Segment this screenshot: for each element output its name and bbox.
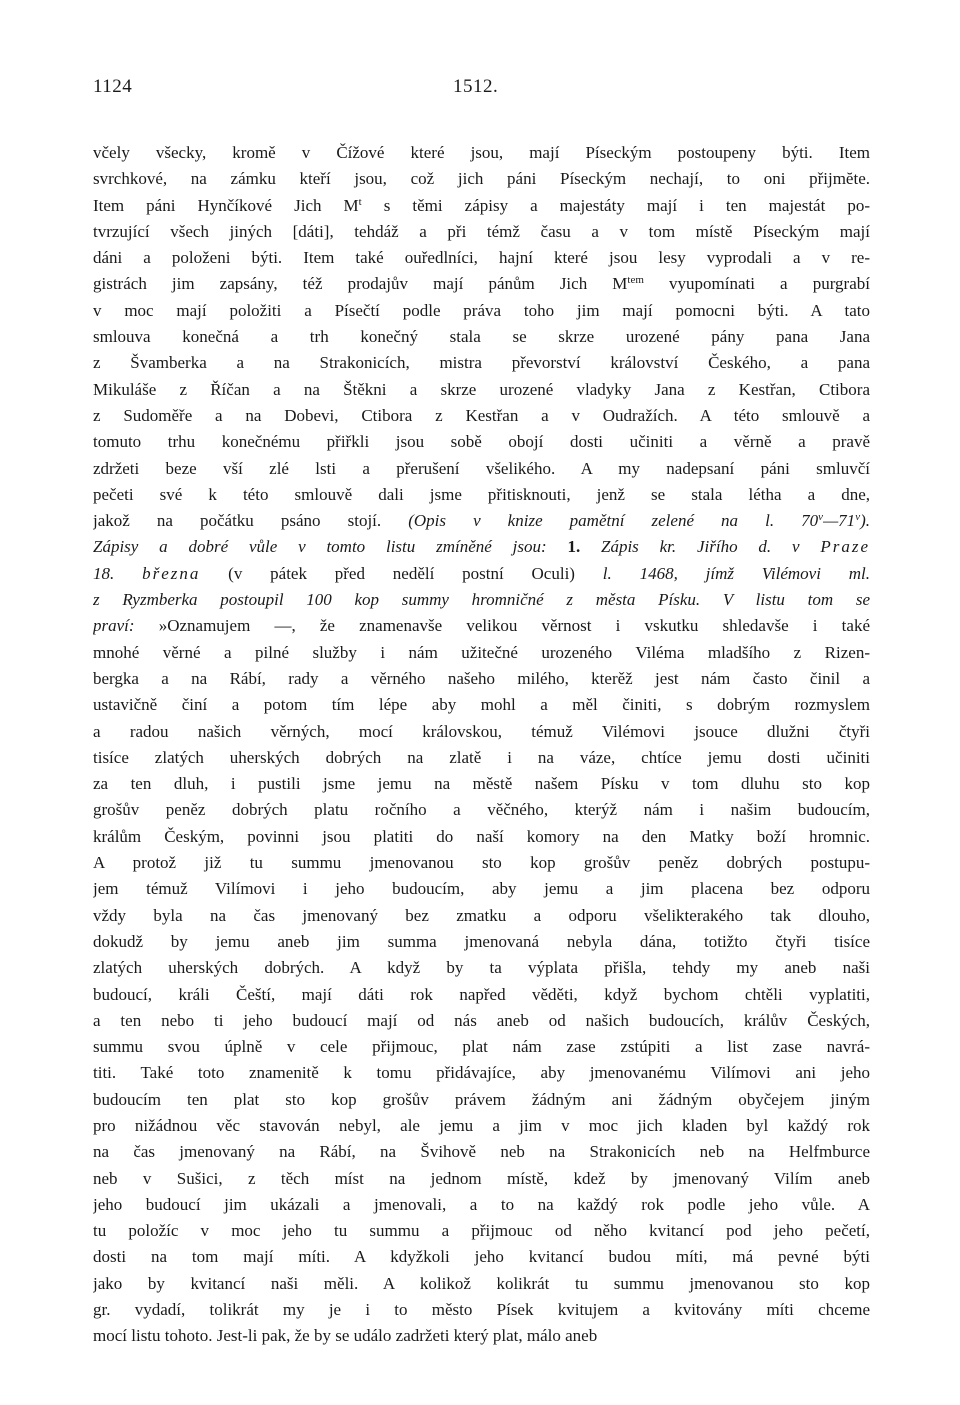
text-segment: března [142,563,201,583]
text-line [93,771,870,797]
text-segment: jako by kvitancí naši měli. A kolikož kolikrát tu summu jmenovanou sto kop [93,1273,870,1293]
text-line [93,666,870,692]
text-segment: titi. Také toto znamenitě k tomu přidávajíce, aby jmenovanému Vilímovi ani jeho [93,1063,870,1083]
superscript: v [855,511,861,524]
text-line [93,350,870,376]
text-line [93,876,870,902]
text-segment: s těmi zápisy a majestáty mají i ten majestát po- [361,195,870,215]
text-segment: zdržeti beze vší zlé lsti a přerušení všelikého. A my nadepsaní páni smluvčí [93,458,870,478]
text-segment: A protož již tu summu jmenovanou sto kop grošův peněz dobrých postupu- [93,853,870,873]
superscript: t [358,195,362,208]
text-line [93,271,870,297]
text-line [93,534,870,560]
text-line [93,613,870,639]
text-segment: budoucí, králi Čeští, mají dáti rok napřed věděti, když bychom chtěli vyplatiti, [93,984,870,1004]
text-line [93,1166,870,1192]
text-segment: gr. vydadí, tolikrát my je i to město Písek kvitujem a kvitovány míti chceme [93,1300,870,1320]
text-segment: (Opis v knize pamětní zelené na l. 70 [408,511,819,531]
text-segment: na čas jmenovaný na Rábí, na Švihově neb na Strakonicích neb na Helfmburce [93,1142,870,1162]
text-line [93,219,870,245]
text-segment: praví: [93,616,159,636]
text-line [93,903,870,929]
text-line [93,929,870,955]
text-line [93,640,870,666]
text-segment: l. 1468, jímž Vilémovi ml. [602,563,870,583]
text-segment: z Ryzmberka postoupil 100 kop summy hromničné z města Písku. V listu tom se [93,590,870,610]
text-segment: králům Českým, povinni jsou platiti do naší komory na den Matky boží hromnic. [93,826,870,846]
text-segment: z Sudoměře a na Dobevi, Ctibora z Kestřan a v Oudražích. A této smlouvě a [93,405,870,425]
text-line [93,193,870,219]
text-line [93,850,870,876]
text-line [93,982,870,1008]
text-segment: Mikuláše z Říčan a na Štěkni a skrze urozené vladyky Jana z Kestřan, Ctibora [93,379,870,399]
text-segment: dosti na tom mají míti. A kdyžkoli jeho kvitancí budou míti, má pevné býti [93,1247,870,1267]
text-line [93,1034,870,1060]
text-segment: 18. [93,563,143,583]
text-line [93,245,870,271]
text-line [93,1087,870,1113]
text-segment: v moc mají položiti a Písečtí podle práva toho jim mají pomocni býti. A tato [93,300,870,320]
text-line [93,403,870,429]
text-segment: smlouva konečná a trh konečný stala se skrze urozené pány pana Jana [93,327,870,347]
text-line [93,955,870,981]
text-line [93,561,870,587]
text-line [93,692,870,718]
superscript: tem [627,274,644,287]
text-line [93,429,870,455]
text-line [93,745,870,771]
text-segment: vyupomínati a purgrabí [643,274,870,294]
text-segment: (v pátek před nedělí postní Oculi) [200,563,603,583]
text-line [93,1008,870,1034]
text-segment: tu položíc v moc jeho tu summu a přijmouc od něho kvitancí pod jeho pečetí, [93,1221,870,1241]
text-line [93,824,870,850]
text-segment: vždy byla na čas jmenovaný bez zmatku a odporu všelikterakého tak dlouho, [93,905,870,925]
superscript: v [818,511,824,524]
running-head-year: 1512. [453,76,499,97]
text-line [93,1297,870,1323]
text-segment: mnohé věrné a pilné služby i nám užitečné urozeného Viléma mladšího z Rizen- [93,642,870,662]
text-segment: »Oznamujem —, že znamenavše velikou věrnost i vskutku shledavše i také [158,616,870,636]
text-line [93,587,870,613]
text-segment: zlatých uherských dobrých. A když by ta výplata přišla, tehdy my aneb naši [93,958,870,978]
text-segment: bergka a na Rábí, rady a věrného našeho milého, kterěž jest nám často činil a [93,668,870,688]
text-segment: dáni a položeni býti. Item také ouředlníci, hajní které jsou lesy vyprodali a v re- [93,248,870,268]
text-segment: jem témuž Vilímovi i jeho budoucím, aby jemu a jim placena bez odporu [93,879,870,899]
text-segment: Zápis kr. Jiřího d. v [580,537,821,557]
text-segment: svrchkové, na zámku kteří jsou, což jich páni Píseckým nechají, to oni přijmĕte. [93,169,870,189]
text-line [93,1139,870,1165]
text-line [93,377,870,403]
text-segment: tvrzující všech jiných [dáti], tehdáž a při témž času a v tom místě Píseckým mají [93,221,870,241]
text-segment: grošův peněz dobrých platu ročního a věčného, kterýž nám i našim budoucím, [93,800,870,820]
text-segment: mocí listu tohoto. Jest-li pak, že by se událo zadržeti který plat, málo aneb [93,1326,598,1346]
text-line [93,1060,870,1086]
text-line [93,140,870,166]
text-segment: ). [860,511,870,531]
text-line [93,719,870,745]
text-segment: dokudž by jemu aneb jim summa jmenovaná nebyla dána, totižto čtyři tisíce [93,931,870,951]
text-line [93,1192,870,1218]
text-segment: pro nižádnou věc stavován nebyl, ale jemu a jim v moc jich kladen byl každý rok [93,1115,870,1135]
text-segment: a radou našich věrných, mocí královskou, témuž Vilémovi jsouce dlužni čtyři [93,721,870,741]
text-segment: tomuto trhu konečnému přiřkli jsou sobě obojí dosti učiniti a věrně a pravě [93,432,870,452]
text-segment: jeho budoucí jim ukázali a jmenovali, a to na každý rok podle jeho vůle. A [93,1194,870,1214]
text-line [93,1244,870,1270]
text-line [93,298,870,324]
text-segment: Praze [820,537,870,557]
text-segment: Zápisy a dobré vůle v tomto listu zmíněné jsou: [93,537,568,557]
text-segment: včely všecky, kromě v Čížové které jsou, mají Píseckým postoupeny býti. Item [93,143,870,162]
text-segment: pečeti své k této smlouvě dali jsme přitisknouti, jenž se stala létha a dne, [93,484,870,504]
text-segment: budoucím ten plat sto kop grošův právem žádným ani žádným obyčejem jiným [93,1089,870,1109]
text-line [93,456,870,482]
text-segment: za ten dluh, i pustili jsme jemu na městě našem Písku v tom dluhu sto kop [93,774,870,794]
text-segment: z Švamberka a na Strakonicích, mistra převorství království Českého, a pana [93,353,870,373]
text-segment: gistrách jim zapsány, též prodajův mají pánům Jich M [93,274,628,294]
text-segment: neb v Sušici, z těch míst na jednom místě, kdež by jmenovaný Vilím aneb [93,1168,870,1188]
text-line [93,508,870,534]
page-header [93,76,870,100]
text-line [93,1323,870,1349]
text-line [93,1113,870,1139]
text-line [93,797,870,823]
text-line [93,482,870,508]
text-segment: 1. [567,537,581,557]
text-segment: summu svou úplně v cele přijmouc, plat nám zase zstúpiti a list zase navrá- [93,1037,870,1057]
text-segment: ustavičně činí a potom tím lépe aby mohl a měl činiti, s dobrým rozmyslem [93,695,870,715]
body-text [93,140,870,1350]
text-segment: jakož na počátku psáno stojí. [93,511,409,531]
page-number: 1124 [93,76,133,97]
text-line [93,1218,870,1244]
text-line [93,1271,870,1297]
text-segment: —71 [823,511,856,531]
text-segment: tisíce zlatých uherských dobrých na zlatě i na váze, chtíce jemu dosti učiniti [93,747,870,767]
text-segment: Item páni Hynčíkové Jich M [93,195,359,215]
text-line [93,166,870,192]
text-segment: a ten nebo ti jeho budoucí mají od nás aneb od našich budoucích, králův Českých, [93,1010,870,1030]
text-line [93,324,870,350]
